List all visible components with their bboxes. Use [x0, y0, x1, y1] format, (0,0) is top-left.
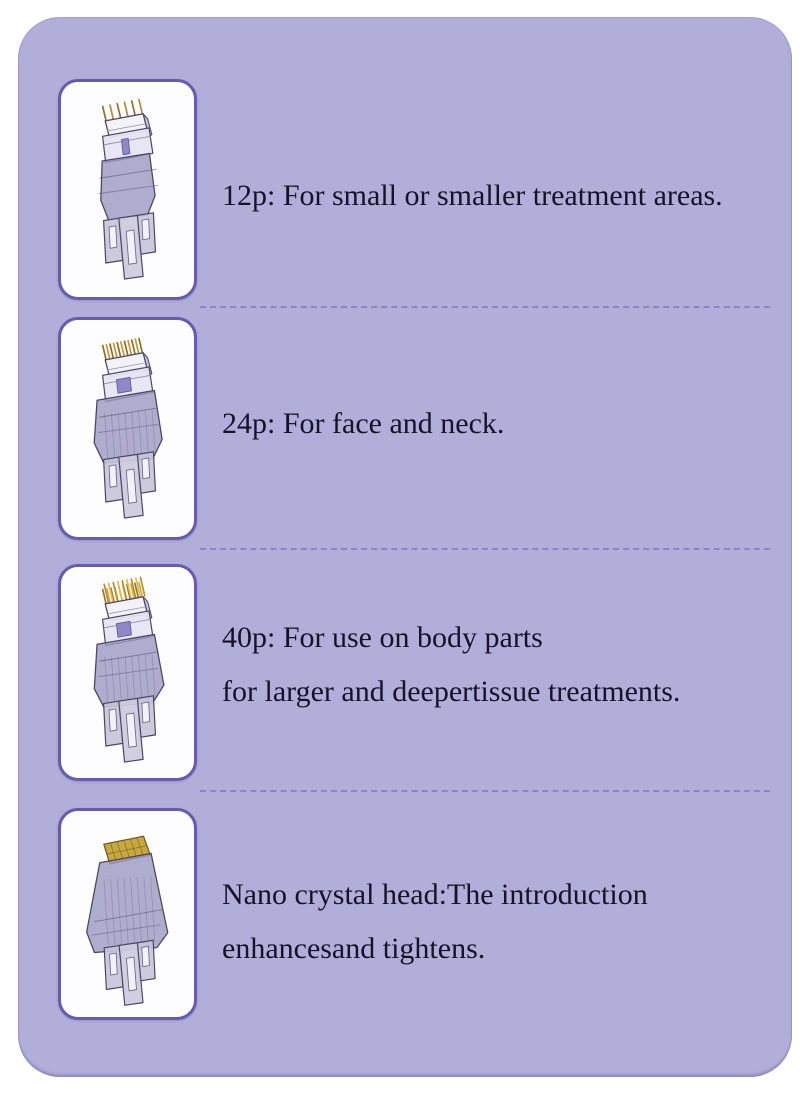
cartridge-card-24p — [58, 317, 197, 540]
description-line: 24p: For face and neck. — [222, 407, 505, 440]
cartridge-40-pin-icon — [68, 574, 187, 771]
cartridge-card-12p — [58, 79, 197, 300]
cartridge-description-24p — [222, 397, 504, 451]
cartridge-card-40p — [58, 564, 197, 781]
description-line: enhancesand tightens. — [222, 932, 486, 965]
nano-crystal-head-icon — [68, 818, 187, 1010]
cartridge-12-pin-icon — [68, 89, 187, 290]
description-line: for larger and deepertissue treatments. — [222, 675, 681, 708]
cartridge-description-nano — [222, 868, 648, 976]
dashed-separator — [200, 548, 770, 550]
description-line: 40p: For use on body parts — [222, 621, 543, 654]
dashed-separator — [200, 790, 770, 792]
cartridge-description-12p — [222, 169, 723, 223]
cartridge-card-nano — [58, 808, 197, 1020]
dashed-separator — [200, 306, 770, 308]
cartridge-description-40p — [222, 611, 680, 719]
description-line: 12p: For small or smaller treatment areas. — [222, 179, 723, 212]
cartridge-24-pin-icon — [68, 327, 187, 530]
description-line: Nano crystal head:The introduction — [222, 878, 648, 911]
